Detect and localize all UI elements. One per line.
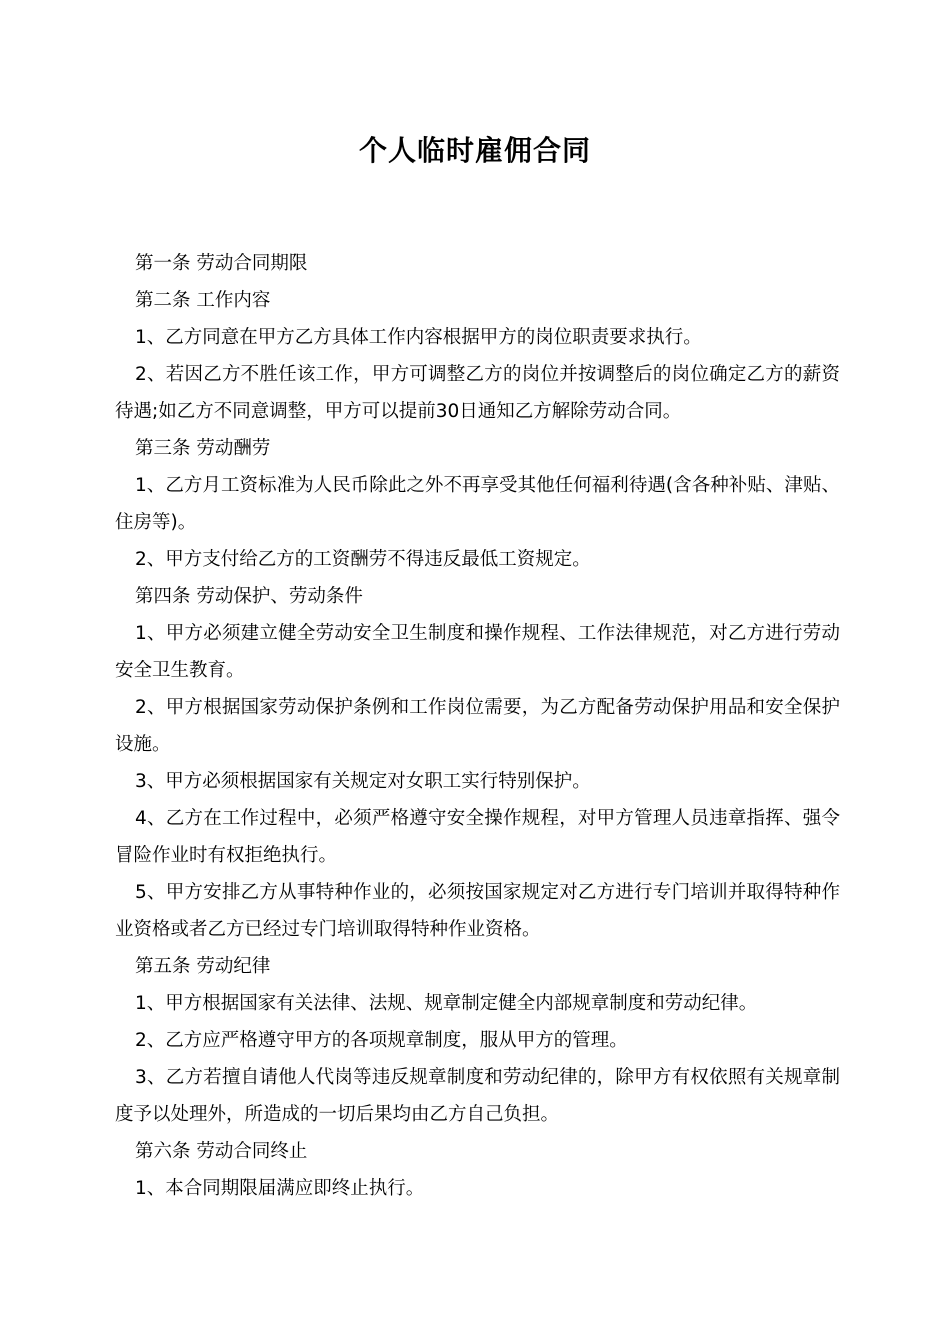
article-5-clause-3: 3、乙方若擅自请他人代岗等违反规章制度和劳动纪律的，除甲方有权依照有关规章制度予以处理外，所造成的一切后果均由乙方自己负担。: [115, 1067, 840, 1125]
article-4-clause-5: 5、甲方安排乙方从事特种作业的，必须按国家规定对乙方进行专门培训并取得特种作业资格或者乙方已经过专门培训取得特种作业资格。: [115, 882, 840, 940]
article-6-heading: 第六条 劳动合同终止: [135, 1141, 308, 1162]
document-body: [115, 245, 840, 1207]
article-5-clause-1: 1、甲方根据国家有关法律、法规、规章制定健全内部规章制度和劳动纪律。: [135, 993, 758, 1014]
article-5-clause-2: 2、乙方应严格遵守甲方的各项规章制度，服从甲方的管理。: [135, 1030, 628, 1051]
article-4-clause-3: 3、甲方必须根据国家有关规定对女职工实行特别保护。: [135, 771, 591, 792]
document-title: 个人临时雇佣合同: [358, 134, 591, 167]
article-1-heading: 第一条 劳动合同期限: [135, 253, 308, 274]
article-4-heading: 第四条 劳动保护、劳动条件: [135, 586, 363, 607]
article-4-clause-2: 2、甲方根据国家劳动保护条例和工作岗位需要，为乙方配备劳动保护用品和安全保护设施。: [115, 697, 840, 755]
article-3-clause-2: 2、甲方支付给乙方的工资酬劳不得违反最低工资规定。: [135, 549, 591, 570]
article-4-clause-1: 1、甲方必须建立健全劳动安全卫生制度和操作规程、工作法律规范，对乙方进行劳动安全卫生教育。: [115, 623, 840, 681]
article-4-clause-4: 4、乙方在工作过程中，必须严格遵守安全操作规程，对甲方管理人员违章指挥、强令冒险作业时有权拒绝执行。: [115, 808, 840, 866]
article-3-clause-1: 1、乙方月工资标准为人民币除此之外不再享受其他任何福利待遇(含各种补贴、津贴、住房等)。: [115, 475, 840, 533]
article-2-heading: 第二条 工作内容: [135, 290, 271, 311]
article-5-heading: 第五条 劳动纪律: [135, 956, 271, 977]
article-3-heading: 第三条 劳动酬劳: [135, 438, 271, 459]
article-2-clause-1: 1、乙方同意在甲方乙方具体工作内容根据甲方的岗位职责要求执行。: [135, 327, 702, 348]
article-6-clause-1: 1、本合同期限届满应即终止执行。: [135, 1178, 425, 1199]
article-2-clause-2: 2、若因乙方不胜任该工作，甲方可调整乙方的岗位并按调整后的岗位确定乙方的薪资待遇;如乙方不同意调整，甲方可以提前30日通知乙方解除劳动合同。: [115, 364, 840, 422]
